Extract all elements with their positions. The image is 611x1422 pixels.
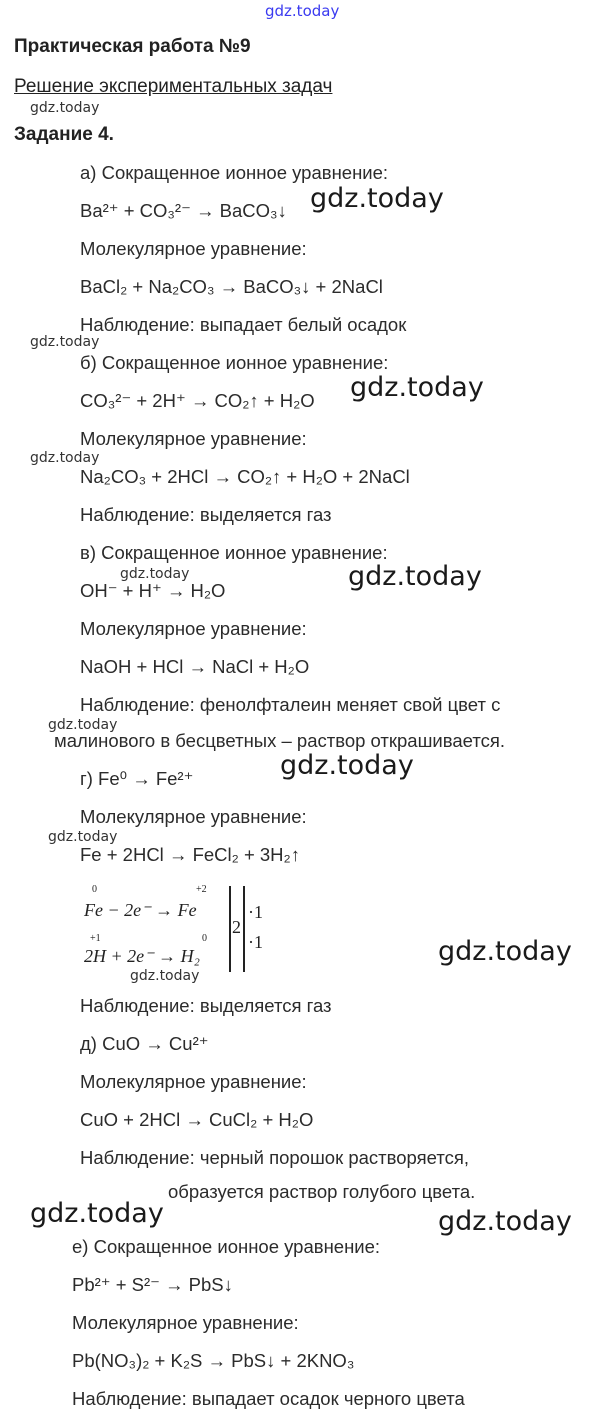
watermark-small: gdz.today — [30, 334, 100, 350]
coefficient: ·1 — [248, 932, 263, 952]
equation-molecular: BaCl₂ + Na₂CO₃ → BaCO₃↓ + 2NaCl — [80, 276, 383, 297]
observation-continued: образуется раствор голубого цвета. — [168, 1181, 476, 1202]
section-d-heading: г) Fe⁰ → Fe²⁺ — [80, 768, 194, 789]
equation-molecular: Pb(NO₃)₂ + K₂S → PbS↓ + 2KNO₃ — [72, 1350, 355, 1371]
oxidation-state: 0 — [202, 933, 207, 944]
half-reaction-oxidation: Fe − 2e⁻ → Fe — [84, 900, 197, 920]
watermark-big: gdz.today — [438, 936, 572, 967]
balance-divider — [229, 886, 231, 972]
section-b-heading: б) Сокращенное ионное уравнение: — [80, 352, 389, 373]
section-c-heading: в) Сокращенное ионное уравнение: — [80, 542, 388, 563]
equation-molecular: CuO + 2HCl → CuCl₂ + H₂O — [80, 1109, 314, 1130]
page-title: Практическая работа №9 — [14, 36, 251, 57]
molecular-heading: Молекулярное уравнение: — [72, 1312, 299, 1333]
observation: Наблюдение: выпадает осадок черного цвета — [72, 1388, 465, 1409]
watermark-big: gdz.today — [438, 1206, 572, 1237]
watermark-big: gdz.today — [310, 183, 444, 214]
oxidation-state: +2 — [196, 884, 207, 895]
observation: Наблюдение: выделяется газ — [80, 504, 332, 525]
watermark-small: gdz.today — [48, 829, 118, 845]
watermark-small: gdz.today — [30, 100, 100, 116]
watermark-small: gdz.today — [120, 566, 190, 582]
equation-ionic: CO₃²⁻ + 2H⁺ → CO₂↑ + H₂O — [80, 390, 315, 411]
molecular-heading: Молекулярное уравнение: — [80, 428, 307, 449]
watermark-small: gdz.today — [130, 968, 200, 984]
equation-ionic: OH⁻ + H⁺ → H₂O — [80, 580, 226, 601]
observation: Наблюдение: черный порошок растворяется, — [80, 1147, 469, 1168]
watermark-big: gdz.today — [30, 1198, 164, 1229]
equation-ionic: Pb²⁺ + S²⁻ → PbS↓ — [72, 1274, 233, 1295]
section-f-heading: е) Сокращенное ионное уравнение: — [72, 1236, 381, 1257]
watermark-small: gdz.today — [48, 717, 118, 733]
half-reaction-reduction: 2H + 2e⁻ → H₂ — [84, 946, 200, 966]
watermark-big: gdz.today — [280, 750, 414, 781]
observation: Наблюдение: фенолфталеин меняет свой цвет с — [80, 694, 501, 715]
watermark-top: gdz.today — [265, 2, 340, 20]
task-heading: Задание 4. — [14, 124, 114, 145]
equation-molecular: Fe + 2HCl → FeCl₂ + 3H₂↑ — [80, 844, 300, 865]
molecular-heading: Молекулярное уравнение: — [80, 1071, 307, 1092]
oxidation-state: 0 — [92, 884, 97, 895]
watermark-big: gdz.today — [350, 372, 484, 403]
section-e-heading: д) CuO → Cu²⁺ — [80, 1033, 209, 1054]
observation: Наблюдение: выделяется газ — [80, 995, 332, 1016]
observation-continued: малинового в бесцветных – раствор открашивается. — [54, 730, 506, 751]
section-a-heading: а) Сокращенное ионное уравнение: — [80, 162, 389, 183]
equation-molecular: Na₂CO₃ + 2HCl → CO₂↑ + H₂O + 2NaCl — [80, 466, 410, 487]
observation: Наблюдение: выпадает белый осадок — [80, 314, 407, 335]
coefficient: ·1 — [248, 902, 263, 922]
equation-ionic: Ba²⁺ + CO₃²⁻ → BaCO₃↓ — [80, 200, 287, 221]
molecular-heading: Молекулярное уравнение: — [80, 238, 307, 259]
watermark-small: gdz.today — [30, 450, 100, 466]
oxidation-state: +1 — [90, 933, 101, 944]
watermark-big: gdz.today — [348, 561, 482, 592]
molecular-heading: Молекулярное уравнение: — [80, 618, 307, 639]
balance-divider — [243, 886, 245, 972]
page-subtitle: Решение экспериментальных задач — [14, 76, 333, 97]
electron-count: 2 — [232, 917, 241, 937]
equation-molecular: NaOH + HCl → NaCl + H₂O — [80, 656, 310, 677]
molecular-heading: Молекулярное уравнение: — [80, 806, 307, 827]
